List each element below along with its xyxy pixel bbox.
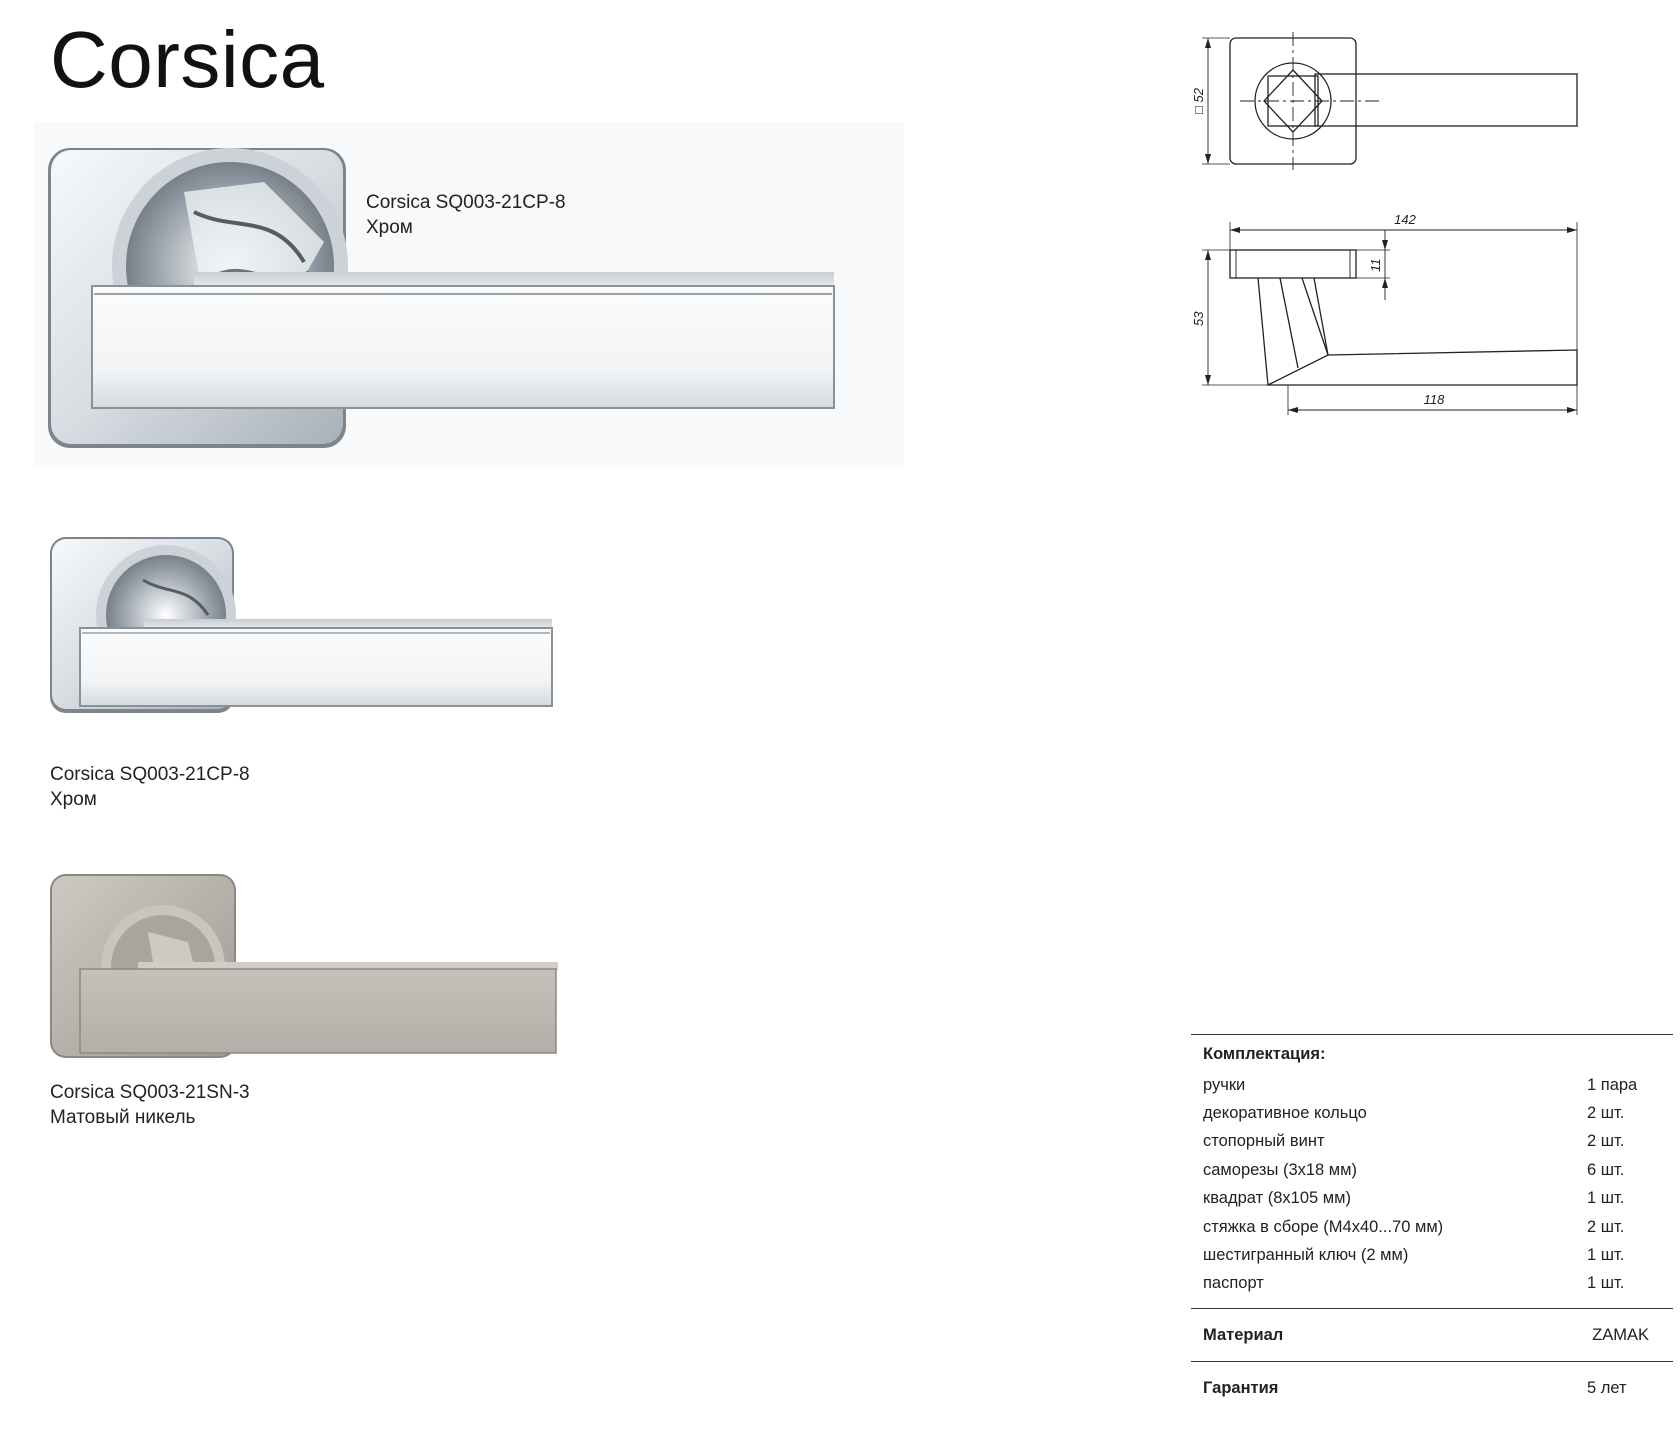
product-finish: Хром: [366, 217, 413, 238]
warranty-row: [1191, 1362, 1673, 1414]
kit-item: стяжка в сборе (М4х40...70 мм) 2 шт.: [1203, 1217, 1625, 1236]
kit-item: квадрат (8х105 мм) 1 шт.: [1203, 1189, 1625, 1208]
warranty-value: 5 лет: [1587, 1378, 1627, 1397]
product-finish: Хром: [50, 789, 97, 810]
kit-item: декоративное кольцо 2 шт.: [1203, 1104, 1625, 1123]
product-caption: [50, 762, 250, 812]
kit-item: стопорный винт 2 шт.: [1203, 1132, 1625, 1151]
kit-item: шестигранный ключ (2 мм) 1 шт.: [1203, 1246, 1625, 1265]
specs-table: [1191, 1034, 1673, 1414]
kit-title-row: [1191, 1035, 1673, 1071]
product-finish: Матовый никель: [50, 1107, 196, 1128]
kit-item: саморезы (3х18 мм) 6 шт.: [1203, 1160, 1625, 1179]
warranty-label: Гарантия: [1203, 1378, 1279, 1397]
dim-height: 53: [1191, 311, 1206, 326]
technical-drawing-side-view: [1180, 200, 1600, 430]
chrome-handle-photo-small: [48, 535, 558, 715]
technical-drawing-top-view: [1180, 30, 1600, 180]
kit-item: паспорт 1 шт.: [1203, 1274, 1625, 1293]
product-model: Corsica SQ003-21SN-3: [50, 1082, 250, 1103]
product-model: Corsica SQ003-21CP-8: [366, 192, 566, 213]
kit-item: ручки 1 пара: [1203, 1075, 1638, 1094]
product-caption: [366, 190, 566, 240]
dim-rose-square: □ 52: [1191, 88, 1206, 114]
material-value: ZAMAK: [1592, 1325, 1649, 1344]
dim-lever-length: 118: [1423, 392, 1445, 407]
material-label: Материал: [1203, 1325, 1284, 1344]
material-row: [1191, 1309, 1673, 1361]
product-caption: [50, 1080, 250, 1130]
product-model: Corsica SQ003-21CP-8: [50, 764, 250, 785]
page-title: Corsica: [50, 15, 325, 104]
kit-title: Комплектация:: [1203, 1044, 1326, 1063]
dim-length: 142: [1394, 212, 1416, 227]
chrome-handle-photo-large: [34, 122, 904, 467]
satin-nickel-handle-photo: [48, 872, 558, 1062]
dim-rose-height: 11: [1368, 258, 1383, 272]
